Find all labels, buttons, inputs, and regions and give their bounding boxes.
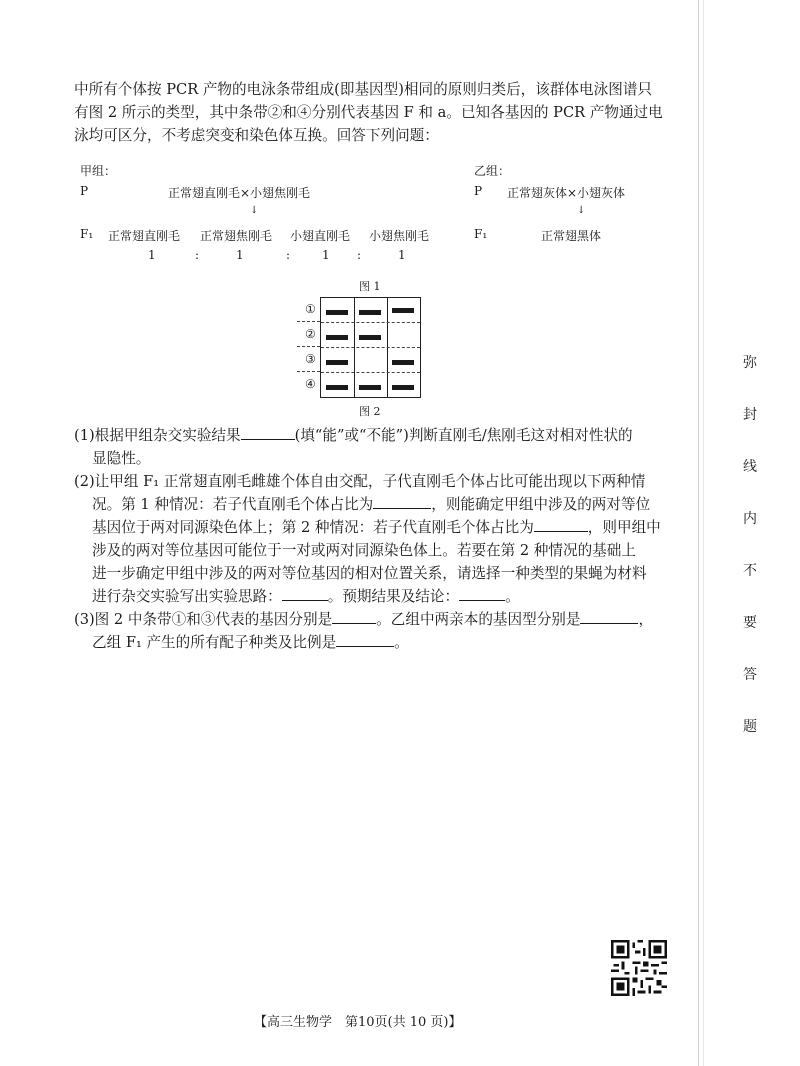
gel-band [359, 385, 381, 390]
jia-parents: 正常翅直刚毛×小翅焦刚毛 [168, 186, 311, 200]
jia-offspring-4: 小翅焦刚毛 [369, 229, 430, 243]
question-2-line [74, 493, 670, 516]
intro-line: 有图 2 所示的类型，其中条带②和④分别代表基因 F 和 a。已知各基因的 PCR 产物通过电 [74, 104, 663, 121]
questions [74, 424, 670, 654]
answer-blank-q1[interactable] [241, 425, 295, 440]
gel-row-divider [321, 322, 420, 323]
gel-band [359, 335, 381, 340]
jia-offspring-1: 正常翅直刚毛 [108, 229, 181, 243]
q3-text: (3)图 2 中条带①和③代表的基因分别是 [74, 611, 333, 628]
margin-char: 要 [743, 615, 757, 631]
ratio-value: 1 [148, 248, 156, 262]
margin-char: 线 [743, 459, 757, 475]
question-2-line [74, 516, 670, 539]
ratio-value: 1 [236, 248, 244, 262]
figure2-caption: 图 2 [359, 405, 381, 418]
gel-band [359, 310, 381, 315]
q2-text: ，则能确定甲组中涉及的两对等位 [431, 496, 651, 513]
jia-f1-label: F₁ [80, 227, 94, 241]
answer-blank-q3-3[interactable] [336, 632, 394, 647]
gel-band [326, 335, 348, 340]
yi-parents: 正常翅灰体×小翅灰体 [507, 186, 626, 200]
gel-grid [320, 297, 421, 398]
margin-char: 题 [743, 719, 757, 735]
binding-line [698, 0, 699, 1066]
question-2-line: 进一步确定甲组中涉及的两对等位基因的相对位置关系，请选择一种类型的果蝇为材料 [92, 565, 647, 582]
q1-text: (填“能”或“不能”)判断直刚毛/焦刚毛这对相对性状的 [294, 427, 633, 444]
jia-group-label: 甲组： [80, 164, 117, 178]
intro-line: 中所有个体按 PCR 产物的电泳条带组成(即基因型)相同的原则归类后，该群体电泳图谱只 [74, 81, 653, 98]
lane-label: ④ [305, 377, 316, 391]
intro-paragraph [74, 78, 670, 147]
q1-text: (1)根据甲组杂交实验结果 [74, 427, 241, 444]
ratio-separator: : [357, 248, 362, 262]
question-3-line [74, 608, 670, 631]
lane-divider [297, 321, 320, 322]
margin-char: 答 [743, 667, 757, 683]
ratio-separator: : [195, 248, 200, 262]
ratio-separator: : [286, 248, 291, 262]
question-2-line: (2)让甲组 F₁ 正常翅直刚毛雌雄个体自由交配，子代直刚毛个体占比可能出现以下两种情 [74, 473, 646, 490]
answer-blank-q2-2[interactable] [534, 517, 588, 532]
lane-label: ③ [305, 352, 316, 366]
jia-arrow-icon: ↓ [250, 205, 259, 216]
q3-text: 。 [394, 634, 409, 651]
answer-blank-q2-4[interactable] [459, 586, 505, 601]
yi-p-label: P [474, 184, 483, 198]
gel-band [326, 360, 348, 365]
question-1-line: 显隐性。 [92, 450, 151, 467]
q2-text: 。 [505, 588, 520, 605]
qr-code-icon [611, 940, 667, 996]
page-footer: 【高三生物学 第10页(共 10 页)】 [254, 1015, 462, 1030]
gel-row-divider [321, 372, 420, 373]
figure1-caption: 图 1 [359, 280, 381, 293]
jia-offspring-3: 小翅直刚毛 [290, 229, 351, 243]
gel-band [392, 360, 414, 365]
lane-label: ① [305, 302, 316, 316]
lane-divider [297, 346, 320, 347]
margin-char: 弥 [743, 355, 757, 371]
gel-row-divider [321, 347, 420, 348]
lane-label: ② [305, 327, 316, 341]
ratio-value: 1 [398, 248, 406, 262]
question-3-line [74, 631, 670, 654]
answer-blank-q3-1[interactable] [332, 609, 376, 624]
jia-p-label: P [80, 184, 89, 198]
q3-text: ， [638, 611, 654, 628]
q2-text: 进行杂交实验写出实验思路： [92, 588, 282, 605]
margin-char: 封 [743, 407, 757, 423]
binding-line-inner [703, 0, 704, 1066]
gel-band [326, 310, 348, 315]
answer-blank-q2-3[interactable] [282, 586, 328, 601]
q3-text: 乙组 F₁ 产生的所有配子种类及比例是 [92, 634, 337, 651]
margin-char: 内 [743, 511, 757, 527]
q3-text: 。乙组中两亲本的基因型分别是 [376, 611, 581, 628]
margin-char: 不 [743, 563, 757, 579]
yi-offspring: 正常翅黑体 [541, 229, 602, 243]
question-2-line [74, 585, 670, 608]
yi-f1-label: F₁ [474, 227, 488, 241]
question-2-line: 涉及的两对等位基因可能位于一对或两对同源染色体上。若要在第 2 种情况的基础上 [92, 542, 636, 559]
answer-blank-q2-1[interactable] [373, 494, 431, 509]
gel-band [392, 308, 414, 313]
q2-text: 况。第 1 种情况：若子代直刚毛个体占比为 [92, 496, 374, 513]
jia-offspring-2: 正常翅焦刚毛 [200, 229, 273, 243]
intro-line: 泳均可区分，不考虑突变和染色体互换。回答下列问题： [74, 127, 439, 144]
yi-group-label: 乙组： [474, 164, 511, 178]
q2-text: 基因位于两对同源染色体上；第 2 种情况：若子代直刚毛个体占比为 [92, 519, 534, 536]
ratio-value: 1 [322, 248, 330, 262]
yi-arrow-icon: ↓ [577, 205, 586, 216]
gel-band [392, 385, 414, 390]
gel-band [326, 385, 348, 390]
q2-text: 。预期结果及结论： [327, 588, 460, 605]
question-1-line [74, 424, 670, 447]
q2-text: ，则甲组中 [587, 519, 661, 536]
lane-divider [297, 371, 320, 372]
answer-blank-q3-2[interactable] [580, 609, 638, 624]
